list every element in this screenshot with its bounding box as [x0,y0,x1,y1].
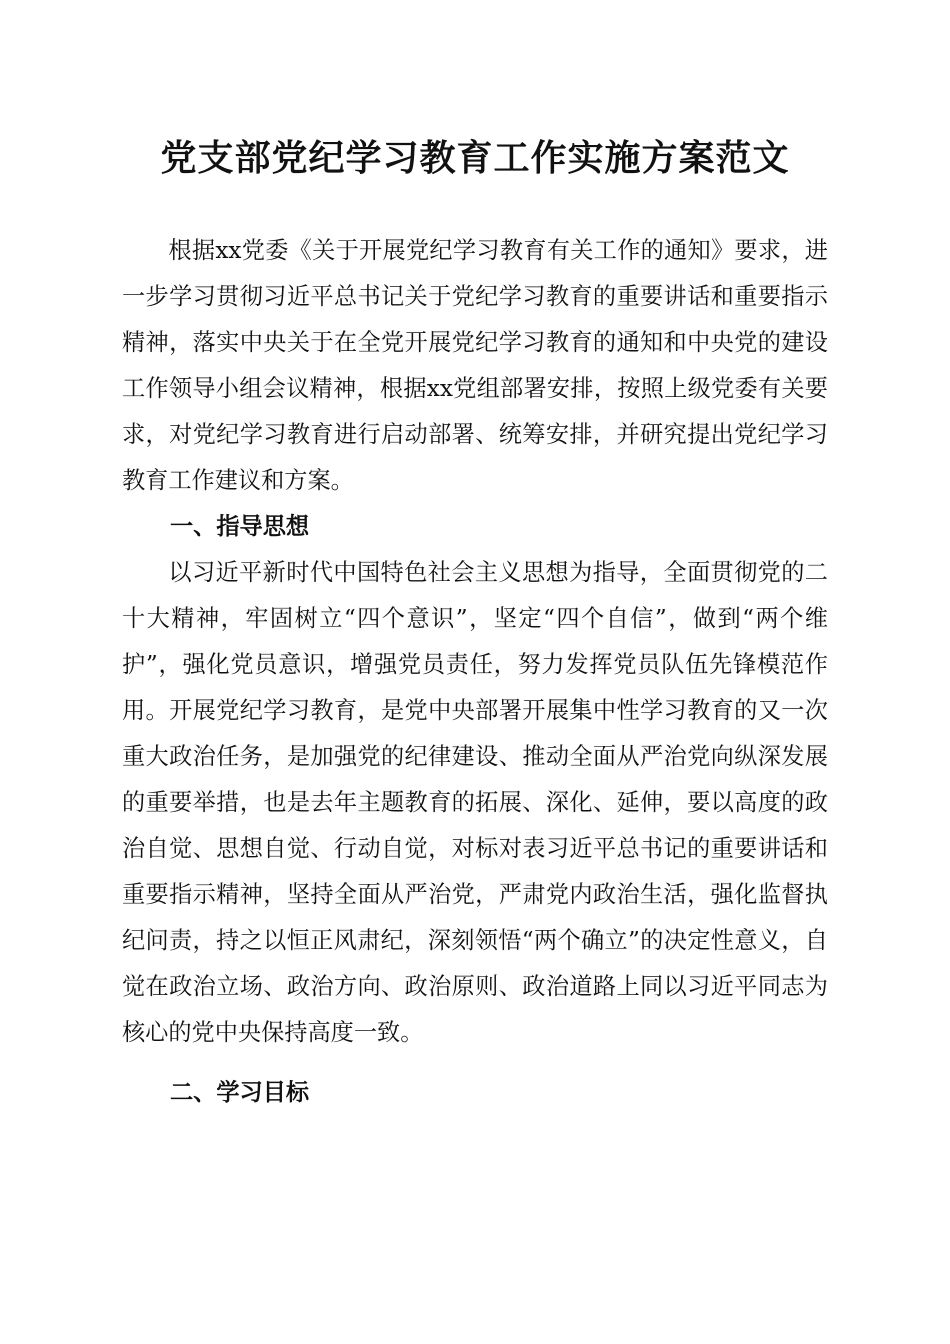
document-body [122,228,828,1116]
intro-paragraph: 根据xx党委《关于开展党纪学习教育有关工作的通知》要求，进一步学习贯彻习近平总书记关于党纪学习教育的重要讲话和重要指示精神，落实中央关于在全党开展党纪学习教育的通知和中央党的建设工作领导小组会议精神，根据xx党组部署安排，按照上级党委有关要求，对党纪学习教育进行启动部署、统筹安排，并研究提出党纪学习教育工作建议和方案。 [122,237,828,494]
document-title: 党支部党纪学习教育工作实施方案范文 [160,137,790,179]
guiding-ideology-paragraph: 以习近平新时代中国特色社会主义思想为指导，全面贯彻党的二十大精神，牢固树立“四个意识”，坚定“四个自信”，做到“两个维护”，强化党员意识，增强党员责任，努力发挥党员队伍先锋模范作用。开展党纪学习教育，是党中央部署开展集中性学习教育的又一次重大政治任务，是加强党的纪律建设、推动全面从严治党向纵深发展的重要举措，也是去年主题教育的拓展、深化、延伸，要以高度的政治自觉、思想自觉、行动自觉，对标对表习近平总书记的重要讲话和重要指示精神，坚持全面从严治党，严肃党内政治生活，强化监督执纪问责，持之以恒正风肃纪，深刻领悟“两个确立”的决定性意义，自觉在政治立场、政治方向、政治原则、政治道路上同以习近平同志为核心的党中央保持高度一致。 [122,559,828,1046]
section-heading-learning-goals: 二、学习目标 [170,1079,310,1106]
section-heading-guiding-ideology: 一、指导思想 [170,513,310,540]
